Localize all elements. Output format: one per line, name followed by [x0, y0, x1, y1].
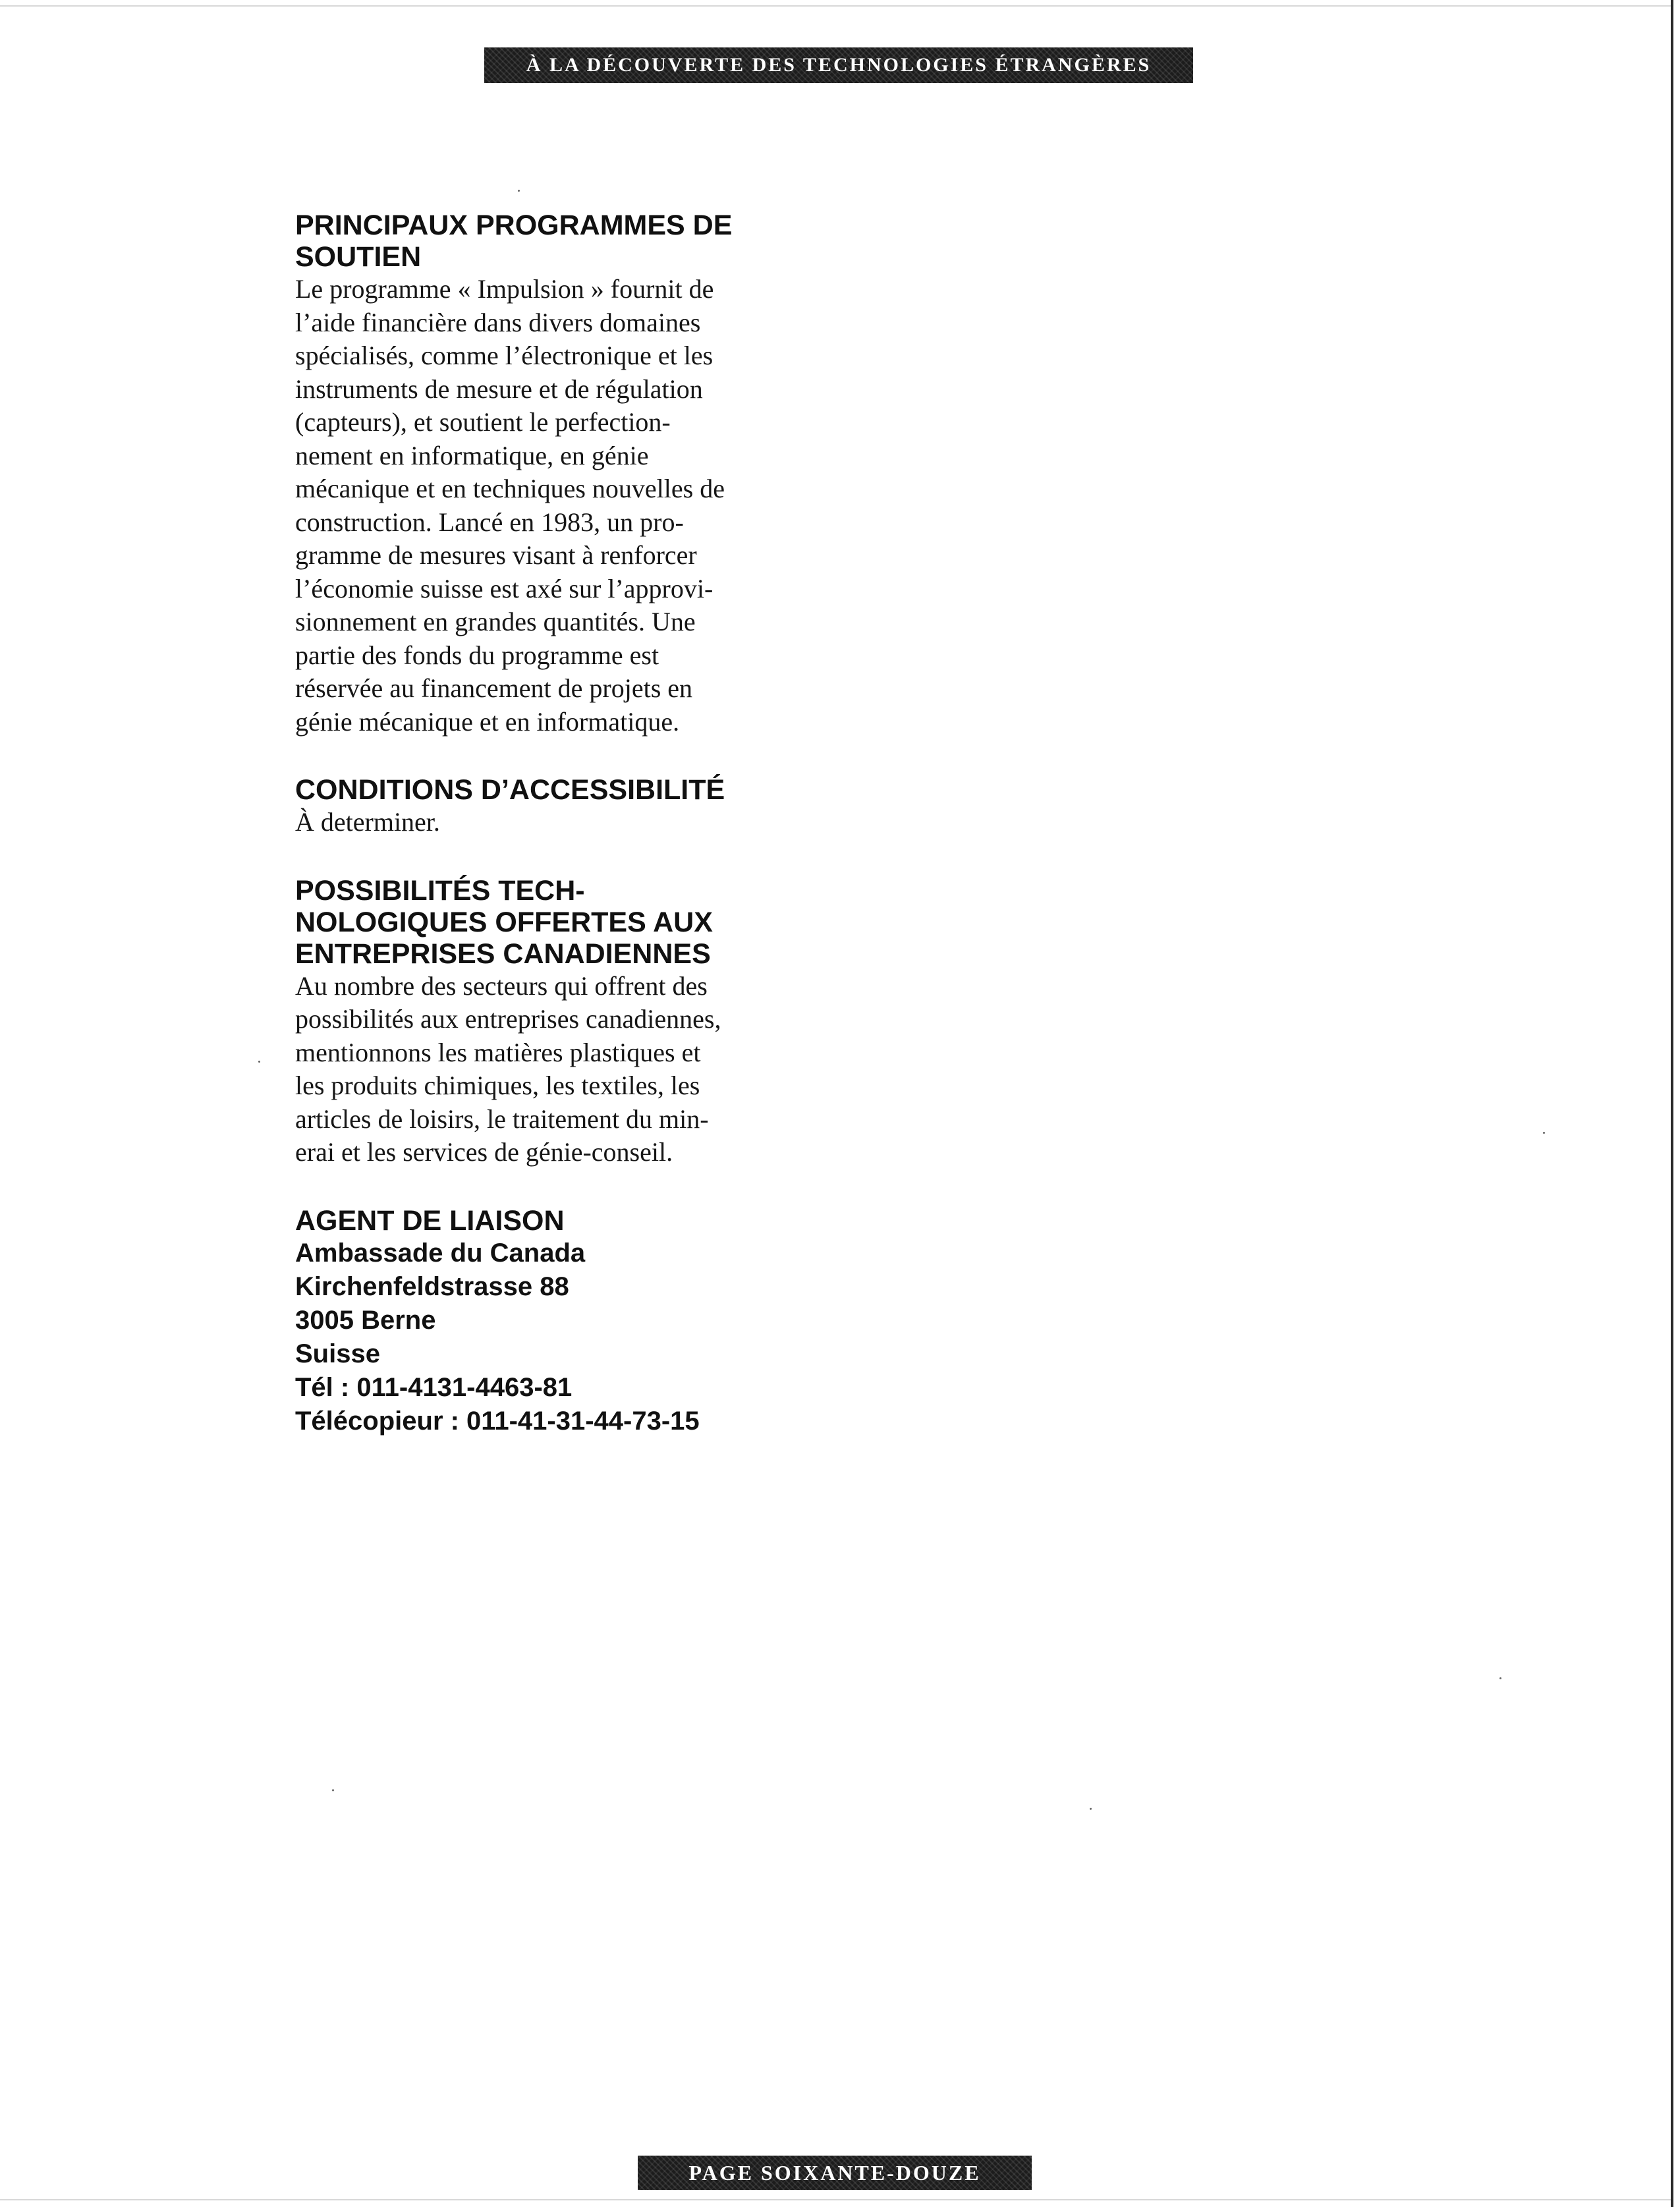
body-line: l’aide financière dans divers domaines [295, 307, 701, 337]
body-line: réservée au financement de projets en [295, 673, 693, 703]
body-line: génie mécanique et en informatique. [295, 706, 680, 737]
heading-line: NOLOGIQUES OFFERTES AUX [295, 906, 713, 938]
scan-speck [258, 1061, 260, 1063]
body-line: mentionnons les matières plastiques et [295, 1037, 701, 1067]
page-edge-right [1671, 0, 1673, 2207]
heading-line: PRINCIPAUX PROGRAMMES DE [295, 210, 733, 241]
body-line: partie des fonds du programme est [295, 640, 659, 670]
body-line: articles de loisirs, le traitement du min- [295, 1104, 709, 1134]
section-body [295, 970, 783, 1169]
page-content [295, 210, 783, 1474]
scan-speck [518, 190, 520, 192]
section-heading: AGENT DE LIAISON [295, 1204, 565, 1237]
body-line: gramme de mesures visant à renforcer [295, 540, 697, 570]
body-line: nement en informatique, en génie [295, 440, 649, 470]
heading-line: ENTREPRISES CANADIENNES [295, 937, 711, 970]
body-line: Au nombre des secteurs qui offrent des [295, 970, 708, 1001]
page-edge-bottom [0, 2199, 1671, 2200]
scan-speck [1499, 1677, 1501, 1679]
section-eligibility [295, 774, 783, 839]
body-line: (capteurs), et soutient le perfection- [295, 407, 671, 437]
body-line: les produits chimiques, les textiles, les [295, 1071, 700, 1100]
body-line: spécialisés, comme l’électronique et les [295, 341, 714, 370]
section-body [295, 273, 783, 739]
scan-speck [1090, 1808, 1092, 1810]
contact-organization: Ambassade du Canada [295, 1238, 586, 1268]
section-liaison-agent [295, 1205, 783, 1438]
heading-line: POSSIBILITÉS TECH- [295, 874, 585, 907]
section-body [295, 806, 783, 839]
contact-street: Kirchenfeldstrasse 88 [295, 1271, 569, 1301]
body-line: l’économie suisse est axé sur l’approvi- [295, 573, 714, 603]
body-line: Le programme « Impulsion » fournit de [295, 274, 714, 304]
contact-phone: Tél : 011-4131-4463-81 [295, 1372, 573, 1402]
section-heading [295, 210, 783, 273]
body-line: erai et les services de génie-conseil. [295, 1137, 673, 1167]
body-line: sionnement en grandes quantités. Une [295, 607, 696, 636]
contact-city: 3005 Berne [295, 1305, 436, 1335]
body-line: mécanique et en techniques nouvelles de [295, 474, 725, 503]
contact-address-block [295, 1237, 783, 1438]
section-technology-opportunities [295, 875, 783, 1169]
body-line: possibilités aux entreprises canadiennes, [295, 1004, 721, 1034]
running-header-banner: À LA DÉCOUVERTE DES TECHNOLOGIES ÉTRANGÈRES [484, 47, 1193, 83]
page-edge-top [0, 5, 1671, 7]
section-heading [295, 774, 783, 806]
body-line: construction. Lancé en 1983, un pro- [295, 507, 684, 537]
body-line: À determiner. [295, 807, 440, 837]
page-number-banner: PAGE SOIXANTE-DOUZE [638, 2156, 1032, 2190]
scan-speck [1543, 1132, 1545, 1134]
scan-speck [332, 1789, 334, 1791]
section-heading [295, 875, 783, 970]
body-line: instruments de mesure et de régulation [295, 374, 703, 404]
heading-line: SOUTIEN [295, 241, 422, 273]
contact-fax: Télécopieur : 011-41-31-44-73-15 [295, 1406, 700, 1436]
heading-line: CONDITIONS D’ACCESSIBILITÉ [295, 774, 725, 806]
section-support-programs [295, 210, 783, 739]
contact-country: Suisse [295, 1339, 380, 1368]
